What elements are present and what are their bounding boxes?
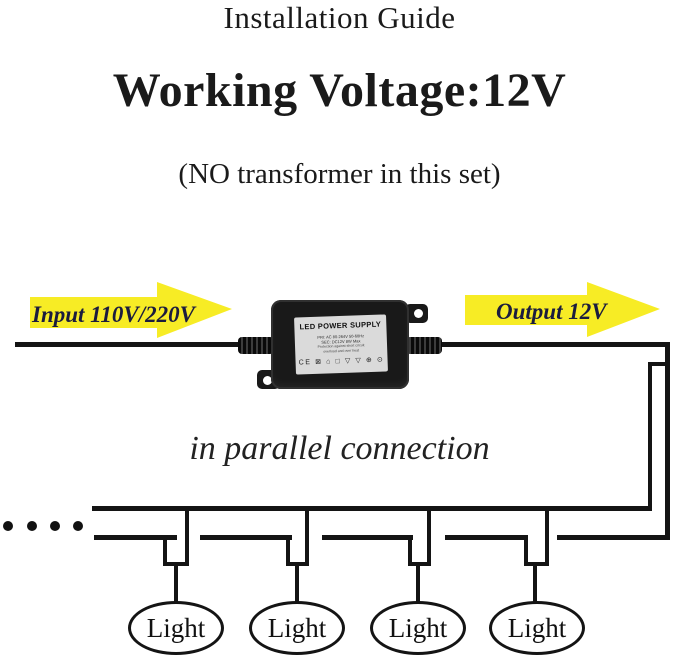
branch-right-wire [185, 511, 189, 566]
branch-right-wire [305, 511, 309, 566]
light-oval [489, 601, 585, 655]
bottom-bus-segment [322, 535, 413, 540]
input-arrow-label: Input 110V/220V [32, 302, 195, 327]
light-label: Light [146, 612, 206, 643]
psu-label [294, 314, 388, 374]
branch-right-wire [545, 511, 549, 566]
bottom-bus-segment [200, 535, 292, 540]
wire-junction-stub [650, 362, 666, 366]
page-title: Installation Guide [223, 0, 456, 35]
branch-right-wire [427, 511, 431, 566]
bottom-bus-segment [557, 535, 670, 540]
light-stem-wire [416, 566, 420, 602]
psu-spec-line: overload and over heat [323, 347, 360, 354]
psu-spec-line: PRI: AC 80-264V 50-60Hz [317, 333, 365, 340]
psu-cable-left [238, 337, 274, 354]
psu-cable-right [406, 337, 442, 354]
light-oval [370, 601, 466, 655]
bottom-bus-segment [445, 535, 528, 540]
psu-spec-line: Protection against short circuit [317, 343, 365, 349]
light-label: Light [267, 612, 327, 643]
working-voltage-heading: Working Voltage:12V [112, 64, 567, 117]
light-stem-wire [174, 566, 178, 602]
psu-cert-icons: CE ⊠ ⌂ □ ▽ ▽ ⊕ ⊙ [298, 356, 385, 367]
output-arrow-label: Output 12V [496, 299, 607, 324]
psu-label-title: LED POWER SUPPLY [299, 319, 382, 332]
psu-spec-line: SEC: DC12V 8W Max [321, 338, 361, 345]
parallel-connection-caption: in parallel connection [189, 430, 490, 467]
input-wire [15, 342, 240, 347]
light-stem-wire [533, 566, 537, 602]
transformer-note: (NO transformer in this set) [178, 158, 501, 190]
light-stem-wire [295, 566, 299, 602]
light-oval [249, 601, 345, 655]
output-wire [438, 342, 670, 347]
light-label: Light [388, 612, 448, 643]
dot [50, 521, 60, 531]
dot [27, 521, 37, 531]
dot [73, 521, 83, 531]
top-bus-wire [92, 506, 652, 511]
light-oval [128, 601, 224, 655]
psu-screw-hole [414, 309, 423, 318]
dot [3, 521, 13, 531]
light-label: Light [507, 612, 567, 643]
